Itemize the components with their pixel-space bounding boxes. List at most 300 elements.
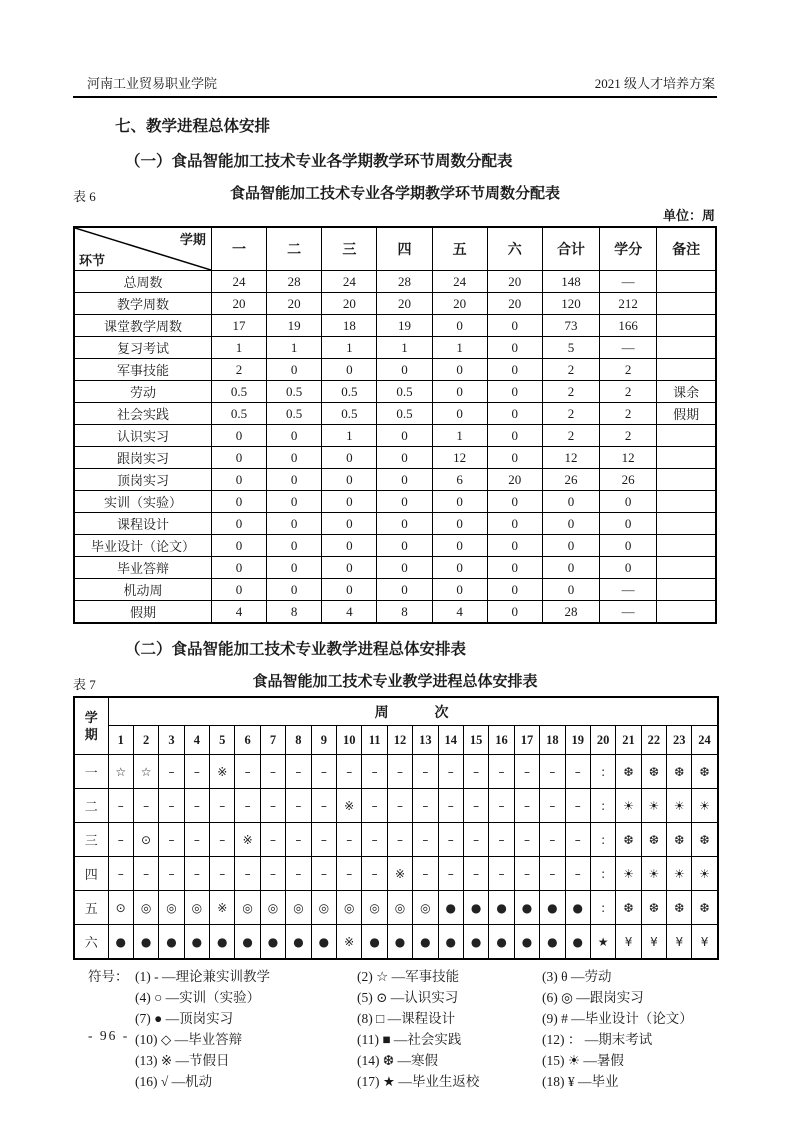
table7-cell: –: [337, 857, 362, 891]
table7-week-number: 1: [108, 726, 133, 755]
table7-cell: ※: [337, 789, 362, 823]
table6-cell: 28: [267, 271, 322, 293]
table7-cell: –: [540, 755, 565, 789]
table7-week-number: 14: [438, 726, 463, 755]
table7-cell: –: [514, 789, 539, 823]
table7-cell: –: [260, 789, 285, 823]
table6-cell: 0: [487, 337, 542, 359]
table7-cell: ※: [210, 891, 235, 925]
table7-semester-label: 四: [74, 857, 108, 891]
table7-cell: –: [438, 789, 463, 823]
symbol-legend: [73, 966, 717, 1092]
table7-cell: ●: [159, 925, 184, 960]
table7-row: [74, 823, 718, 857]
table6-cell: [657, 447, 716, 469]
table6-cell: [657, 271, 716, 293]
table7-caption: [73, 672, 717, 692]
table6-row: [74, 491, 716, 513]
table6-row: [74, 469, 716, 491]
table7-week-header: 周 次: [108, 697, 718, 726]
table6-cell: 24: [322, 271, 377, 293]
table6-col-header: 六: [487, 227, 542, 271]
table7-cell: ❆: [692, 823, 718, 857]
table7-cell: ※: [235, 823, 260, 857]
header-school-name: 河南工业贸易职业学院: [87, 76, 218, 91]
table6-cell: 0.5: [377, 403, 432, 425]
table7-week-number: 22: [641, 726, 666, 755]
table7-cell: –: [514, 823, 539, 857]
table6-cell: —: [600, 271, 657, 293]
table6-cell: 0.5: [211, 403, 266, 425]
table6-cell: 4: [322, 601, 377, 624]
table7-cell: –: [337, 823, 362, 857]
table7-cell: ●: [438, 891, 463, 925]
table7-cell: –: [413, 857, 438, 891]
table7-weekhead-row: [74, 697, 718, 726]
table6-cell: 0: [377, 557, 432, 579]
table7-week-number: 16: [489, 726, 514, 755]
legend-item: (11) ■ —社会实践: [357, 1032, 462, 1047]
schedule-table: [73, 696, 719, 960]
table6-cell: 2: [542, 425, 599, 447]
table6-cell: 0: [322, 557, 377, 579]
table6-cell: 0: [487, 601, 542, 624]
table7-cell: –: [159, 857, 184, 891]
legend-item: (7) ● —顶岗实习: [135, 1011, 234, 1026]
table7-week-number: 8: [286, 726, 311, 755]
table7-cell: ☀: [692, 857, 718, 891]
table7-week-number: 12: [387, 726, 412, 755]
table6-row: [74, 425, 716, 447]
table7-cell: ●: [514, 891, 539, 925]
table7-cell: ¥: [667, 925, 692, 960]
legend-item: (9) # —毕业设计（论文）: [542, 1011, 693, 1026]
table7-cell: –: [565, 789, 590, 823]
header-program-name: 2021 级人才培养方案: [594, 76, 715, 91]
table6-cell: 0: [322, 469, 377, 491]
section-title: 七、教学进程总体安排: [115, 118, 271, 135]
table6-cell: 0: [211, 425, 266, 447]
table7-cell: –: [133, 789, 158, 823]
table6-col-header: 学分: [600, 227, 657, 271]
table7-row: [74, 857, 718, 891]
legend-row: [73, 1050, 717, 1071]
table6-cell: 19: [377, 315, 432, 337]
corner-label-semester: 学期: [179, 232, 206, 247]
table6-cell: 0: [487, 579, 542, 601]
table6-cell: 0: [487, 447, 542, 469]
table7-cell: –: [362, 857, 387, 891]
table6-cell: 0: [542, 535, 599, 557]
legend-item: (13) ※ —节假日: [135, 1053, 230, 1068]
table7-cell: –: [184, 789, 209, 823]
table7-cell: ◎: [337, 891, 362, 925]
table6-cell: 0: [542, 579, 599, 601]
table7-cell: –: [362, 823, 387, 857]
table6-cell: 0: [432, 513, 487, 535]
table7-cell: ◎: [387, 891, 412, 925]
table6-row-label: 假期: [74, 601, 211, 624]
table6-cell: 0: [211, 447, 266, 469]
table7-cell: ●: [514, 925, 539, 960]
table7-cell: :: [590, 755, 615, 789]
table7-cell: ❆: [616, 823, 641, 857]
table7-cell: ●: [362, 925, 387, 960]
legend-item: (14) ❆ —寒假: [357, 1053, 439, 1068]
table7-cell: –: [565, 857, 590, 891]
table7-cell: ❆: [616, 891, 641, 925]
table6-title: 食品智能加工技术专业各学期教学环节周数分配表: [229, 186, 560, 202]
weeks-allocation-table: [73, 226, 717, 624]
table7-cell: ❆: [667, 891, 692, 925]
table6-row-label: 教学周数: [74, 293, 211, 315]
table6-cell: 0.5: [267, 403, 322, 425]
table7-week-number: 24: [692, 726, 718, 755]
table6-cell: 1: [267, 337, 322, 359]
table7-cell: –: [159, 789, 184, 823]
table7-cell: ★: [590, 925, 615, 960]
table7-cell: –: [565, 823, 590, 857]
table6-cell: 0: [322, 359, 377, 381]
table6-col-header: 二: [267, 227, 322, 271]
table7-cell: ⊙: [133, 823, 158, 857]
running-header: [73, 0, 717, 98]
legend-row: [73, 966, 717, 987]
table7-cell: –: [159, 823, 184, 857]
table7-cell: –: [311, 823, 336, 857]
table6-row-label: 毕业答辩: [74, 557, 211, 579]
table6-cell: 0: [267, 359, 322, 381]
table7-cell: ¥: [692, 925, 718, 960]
table6-cell: 0: [211, 513, 266, 535]
table6-row-label: 总周数: [74, 271, 211, 293]
table7-cell: –: [286, 755, 311, 789]
table6-cell: 0: [267, 557, 322, 579]
table6-cell: 148: [542, 271, 599, 293]
table6-cell: 24: [211, 271, 266, 293]
table7-cell: –: [184, 823, 209, 857]
table6-cell: 20: [487, 271, 542, 293]
table7-cell: –: [311, 857, 336, 891]
table6-unit-note: 单位：周: [662, 208, 715, 223]
table6-cell: 0: [267, 425, 322, 447]
table6-cell: 0.5: [211, 381, 266, 403]
table6-cell: [657, 491, 716, 513]
table6-cell: 20: [432, 293, 487, 315]
table7-cell: ●: [438, 925, 463, 960]
table6-cell: 17: [211, 315, 266, 337]
table6-row: [74, 535, 716, 557]
table6-cell: 0: [432, 491, 487, 513]
table7-cell: ◎: [413, 891, 438, 925]
table6-cell: 0: [267, 513, 322, 535]
table6-cell: [657, 557, 716, 579]
table6-cell: 19: [267, 315, 322, 337]
table7-cell: ●: [565, 925, 590, 960]
table7-cell: –: [337, 755, 362, 789]
table6-row: [74, 359, 716, 381]
table6-cell: 0: [432, 535, 487, 557]
table6-cell: 0: [487, 403, 542, 425]
table7-semester-label: 六: [74, 925, 108, 960]
table7-cell: –: [235, 857, 260, 891]
table6-cell: 1: [377, 337, 432, 359]
table6-cell: 12: [432, 447, 487, 469]
table7-cell: ※: [337, 925, 362, 960]
table6-cell: 0: [432, 403, 487, 425]
table7-cell: ¥: [641, 925, 666, 960]
table7-cell: ☀: [667, 789, 692, 823]
table6-cell: 26: [600, 469, 657, 491]
table6-row-label: 劳动: [74, 381, 211, 403]
table6-row-label: 毕业设计（论文）: [74, 535, 211, 557]
legend-row: [73, 987, 717, 1008]
table7-label: 表 7: [73, 677, 96, 692]
table6-cell: 6: [432, 469, 487, 491]
table7-cell: ◎: [133, 891, 158, 925]
table6-cell: [657, 513, 716, 535]
table6-row: [74, 293, 716, 315]
legend-prefix: [88, 987, 135, 1008]
table7-cell: ❆: [667, 755, 692, 789]
table6-cell: 26: [542, 469, 599, 491]
table7-cell: –: [159, 755, 184, 789]
table6-cell: [657, 469, 716, 491]
table7-row: [74, 925, 718, 960]
table7-cell: :: [590, 789, 615, 823]
table6-cell: 12: [542, 447, 599, 469]
legend-item: (17) ★ —毕业生返校: [357, 1074, 480, 1089]
table7-cell: –: [133, 857, 158, 891]
table7-cell: ●: [260, 925, 285, 960]
table6-cell: 0.5: [267, 381, 322, 403]
table6-cell: 4: [211, 601, 266, 624]
legend-item: (3) θ —劳动: [542, 969, 612, 984]
table6-cell: 73: [542, 315, 599, 337]
legend-row: [73, 1008, 717, 1029]
table7-cell: –: [514, 755, 539, 789]
table7-cell: –: [184, 857, 209, 891]
table6-cell: 20: [267, 293, 322, 315]
table7-cell: ☀: [616, 857, 641, 891]
table6-cell: 0: [600, 513, 657, 535]
table6-row: [74, 579, 716, 601]
table7-row: [74, 755, 718, 789]
table6-cell: [657, 337, 716, 359]
table7-cell: –: [260, 823, 285, 857]
table7-cell: ●: [463, 891, 488, 925]
table6-cell: —: [600, 601, 657, 624]
table7-cell: –: [108, 857, 133, 891]
table6-cell: 0: [377, 425, 432, 447]
table7-cell: ❆: [616, 755, 641, 789]
table6-cell: 2: [542, 381, 599, 403]
table6-cell: 20: [322, 293, 377, 315]
table7-cell: ◎: [260, 891, 285, 925]
legend-item: (1) - —理论兼实训教学: [135, 969, 270, 984]
table7-cell: –: [413, 823, 438, 857]
table6-cell: 120: [542, 293, 599, 315]
table6-cell: 课余: [657, 381, 716, 403]
legend-item: (16) √ —机动: [135, 1074, 213, 1089]
table6-cell: 12: [600, 447, 657, 469]
table6-row-label: 社会实践: [74, 403, 211, 425]
legend-prefix: [88, 1008, 135, 1029]
table6-row-label: 认识实习: [74, 425, 211, 447]
table6-row-label: 机动周: [74, 579, 211, 601]
table6-cell: 18: [322, 315, 377, 337]
table6-cell: 1: [322, 425, 377, 447]
table7-cell: ☀: [641, 857, 666, 891]
table6-cell: 0: [211, 469, 266, 491]
table7-cell: ※: [387, 857, 412, 891]
table7-cell: –: [463, 857, 488, 891]
table6-col-header: 备注: [657, 227, 716, 271]
table6-cell: [657, 535, 716, 557]
table7-cell: ❆: [692, 755, 718, 789]
legend-item: (18) ¥ —毕业: [542, 1074, 619, 1089]
table6-row-label: 实训（实验）: [74, 491, 211, 513]
table6-cell: 0: [377, 359, 432, 381]
table7-cell: –: [387, 789, 412, 823]
table7-cell: –: [489, 857, 514, 891]
table7-week-number: 21: [616, 726, 641, 755]
table7-cell: –: [286, 789, 311, 823]
table6-row: [74, 447, 716, 469]
table7-cell: ◎: [362, 891, 387, 925]
table7-cell: –: [489, 755, 514, 789]
legend-row: [73, 1071, 717, 1092]
table7-cell: ☀: [616, 789, 641, 823]
table7-cell: ¥: [616, 925, 641, 960]
table7-week-number: 13: [413, 726, 438, 755]
table7-cell: –: [362, 755, 387, 789]
legend-item: (2) ☆ —军事技能: [357, 969, 460, 984]
table6-cell: 0: [267, 579, 322, 601]
table7-cell: –: [540, 789, 565, 823]
table6-cell: [657, 293, 716, 315]
table6-cell: [657, 425, 716, 447]
table7-cell: ●: [311, 925, 336, 960]
table6-cell: [657, 315, 716, 337]
table7-cell: –: [235, 789, 260, 823]
legend-prefix: [88, 1050, 135, 1071]
table6-label: 表 6: [73, 189, 96, 204]
table6-col-header: 合计: [542, 227, 599, 271]
table6-cell: 0: [487, 425, 542, 447]
table7-cell: –: [438, 823, 463, 857]
table6-cell: 0: [267, 491, 322, 513]
table6-cell: 0: [542, 513, 599, 535]
table6-row: [74, 601, 716, 624]
table7-cell: ●: [489, 925, 514, 960]
table6-row: [74, 513, 716, 535]
table7-cell: –: [413, 789, 438, 823]
table7-cell: :: [590, 823, 615, 857]
table7-cell: :: [590, 857, 615, 891]
table6-cell: 0: [267, 535, 322, 557]
table6-cell: 0: [377, 579, 432, 601]
table7-cell: –: [438, 857, 463, 891]
table7-cell: ◎: [235, 891, 260, 925]
legend-prefix: 符号：: [88, 969, 129, 984]
table6-cell: 2: [542, 359, 599, 381]
legend-item: (15) ☀ —暑假: [542, 1053, 624, 1068]
table6-cell: 0.5: [322, 381, 377, 403]
table6-cell: 0: [322, 447, 377, 469]
table7-cell: ●: [565, 891, 590, 925]
table7-semester-label: 三: [74, 823, 108, 857]
table7-semester-label: 五: [74, 891, 108, 925]
table6-cell: 0: [432, 381, 487, 403]
table7-week-number: 18: [540, 726, 565, 755]
table7-week-number: 19: [565, 726, 590, 755]
table6-cell: 0: [432, 579, 487, 601]
table7-cell: ☀: [667, 857, 692, 891]
table6-cell: [657, 359, 716, 381]
table7-cell: –: [463, 755, 488, 789]
table6-cell: 2: [542, 403, 599, 425]
table7-semester-label: 二: [74, 789, 108, 823]
table6-cell: 0: [377, 491, 432, 513]
corner-label-stage: 环节: [79, 253, 106, 268]
table6-cell: 0: [600, 491, 657, 513]
table7-week-number: 6: [235, 726, 260, 755]
table7-cell: –: [210, 789, 235, 823]
table6-corner-cell: [74, 227, 211, 271]
table6-col-header: 四: [377, 227, 432, 271]
table7-cell: ❆: [641, 755, 666, 789]
subsection-2-heading: （二）食品智能加工技术专业教学进程总体安排表: [125, 641, 467, 658]
table7-week-number: 17: [514, 726, 539, 755]
legend-item: (12) ： —期末考试: [542, 1032, 653, 1047]
table7-cell: –: [108, 789, 133, 823]
legend-item: (5) ⊙ —认识实习: [357, 990, 459, 1005]
table6-cell: 0: [322, 535, 377, 557]
table6-row-label: 课堂教学周数: [74, 315, 211, 337]
table7-cell: :: [590, 891, 615, 925]
table7-week-number: 9: [311, 726, 336, 755]
table7-week-number: 10: [337, 726, 362, 755]
table7-cell: –: [362, 789, 387, 823]
table6-col-header: 三: [322, 227, 377, 271]
table6-cell: —: [600, 337, 657, 359]
table6-cell: 0: [377, 535, 432, 557]
table7-cell: –: [489, 823, 514, 857]
table6-cell: 20: [211, 293, 266, 315]
table7-cell: ❆: [667, 823, 692, 857]
table7-cell: –: [463, 789, 488, 823]
table7-cell: ●: [108, 925, 133, 960]
table6-header-row: [74, 227, 716, 271]
table7-weeknum-row: [74, 726, 718, 755]
table7-cell: ●: [286, 925, 311, 960]
table6-cell: 20: [377, 293, 432, 315]
table6-cell: 0: [487, 535, 542, 557]
table7-cell: –: [387, 755, 412, 789]
table7-cell: ☆: [108, 755, 133, 789]
table7-corner-cell: 学期: [74, 697, 108, 755]
table6-row-label: 课程设计: [74, 513, 211, 535]
table6-cell: 0: [542, 491, 599, 513]
legend-item: (10) ◇ —毕业答辩: [135, 1032, 243, 1047]
subsection-1-heading: （一）食品智能加工技术专业各学期教学环节周数分配表: [125, 153, 513, 170]
table7-cell: ◎: [184, 891, 209, 925]
table6-cell: 28: [377, 271, 432, 293]
table7-cell: ❆: [641, 891, 666, 925]
table6-cell: 0: [600, 557, 657, 579]
table6-cell: [657, 601, 716, 624]
